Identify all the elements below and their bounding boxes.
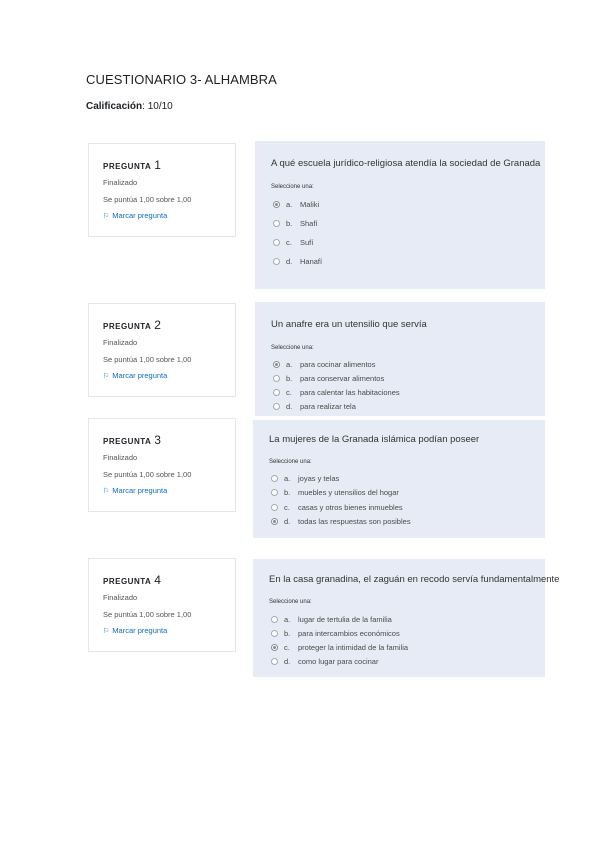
question-info-2 [88,303,236,397]
question-grade: Se puntúa 1,00 sobre 1,00 [103,470,192,479]
radio-button[interactable] [273,220,280,227]
question-info-4 [88,558,236,652]
radio-button[interactable] [271,504,278,511]
answer-option[interactable]: d. para realizar tela [273,399,400,413]
question-content-4 [253,559,560,677]
question-state: Finalizado [103,453,138,462]
question-info-1 [88,143,236,237]
answer-options [271,612,408,668]
question-content-2 [255,302,545,416]
question-state: Finalizado [103,178,138,187]
flag-question-link[interactable]: ⚐ Marcar pregunta [103,626,168,635]
question-grade: Se puntúa 1,00 sobre 1,00 [103,610,192,619]
radio-button[interactable] [273,403,280,410]
answer-options [271,471,411,529]
question-content-3 [253,420,545,538]
question-text: La mujeres de la Granada islámica podían poseer [269,434,480,445]
answer-option[interactable]: a. joyas y telas [271,471,411,486]
question-text: A qué escuela jurídico-religiosa atendía la sociedad de Granada [271,158,541,169]
radio-button[interactable] [273,239,280,246]
radio-button[interactable] [271,475,278,482]
page-title: CUESTIONARIO 3- ALHAMBRA [86,72,277,87]
radio-button[interactable] [273,201,280,208]
radio-button[interactable] [273,389,280,396]
radio-button[interactable] [271,616,278,623]
answer-option[interactable]: d. Hanafí [273,252,322,271]
question-label: PREGUNTA 1 [103,158,162,172]
question-grade: Se puntúa 1,00 sobre 1,00 [103,355,192,364]
answer-option[interactable]: b. para conservar alimentos [273,371,400,385]
answer-option[interactable]: c. para calentar las habitaciones [273,385,400,399]
radio-button[interactable] [271,489,278,496]
select-prompt: Seleccione una: [271,184,314,190]
question-state: Finalizado [103,593,138,602]
radio-button[interactable] [273,375,280,382]
answer-option[interactable]: a. lugar de tertulia de la familia [271,612,408,626]
answer-option[interactable]: b. Shafí [273,214,322,233]
flag-icon: ⚐ [103,373,110,380]
question-number: 2 [154,318,162,332]
answer-option[interactable]: d. como lugar para cocinar [271,654,408,668]
flag-icon: ⚐ [103,488,110,495]
radio-button[interactable] [271,630,278,637]
grade-value: : 10/10 [142,101,173,112]
answer-option[interactable]: d. todas las respuestas son posibles [271,515,411,530]
flag-icon: ⚐ [103,628,110,635]
select-prompt: Seleccione una: [269,459,312,465]
answer-option[interactable]: c. proteger la intimidad de la familia [271,640,408,654]
answer-option[interactable]: b. muebles y utensilios del hogar [271,486,411,501]
answer-option[interactable]: b. para intercambios económicos [271,626,408,640]
question-text: Un anafre era un utensilio que servía [271,319,427,330]
radio-button[interactable] [271,658,278,665]
question-content-1 [255,141,545,289]
answer-option[interactable]: a. para cocinar alimentos [273,357,400,371]
question-info-3 [88,418,236,512]
question-number: 3 [154,433,162,447]
quiz-grade [86,101,173,112]
radio-button[interactable] [271,518,278,525]
radio-button[interactable] [273,361,280,368]
radio-button[interactable] [271,644,278,651]
radio-button[interactable] [273,258,280,265]
flag-icon: ⚐ [103,213,110,220]
flag-question-link[interactable]: ⚐ Marcar pregunta [103,211,168,220]
answer-option[interactable]: c. Sufí [273,233,322,252]
select-prompt: Seleccione una: [271,345,314,351]
answer-option[interactable]: c. casas y otros bienes inmuebles [271,500,411,515]
flag-question-link[interactable]: ⚐ Marcar pregunta [103,486,168,495]
select-prompt: Seleccione una: [269,599,312,605]
question-number: 1 [154,158,162,172]
question-grade: Se puntúa 1,00 sobre 1,00 [103,195,192,204]
question-label: PREGUNTA 3 [103,433,162,447]
question-label: PREGUNTA 4 [103,573,162,587]
answer-options [273,357,400,413]
answer-options [273,195,322,271]
flag-question-link[interactable]: ⚐ Marcar pregunta [103,371,168,380]
question-label: PREGUNTA 2 [103,318,162,332]
question-text: En la casa granadina, el zaguán en recodo servía fundamentalmente [269,574,560,585]
question-state: Finalizado [103,338,138,347]
answer-option[interactable]: a. Maliki [273,195,322,214]
grade-label: Calificación [86,101,143,112]
question-number: 4 [154,573,162,587]
